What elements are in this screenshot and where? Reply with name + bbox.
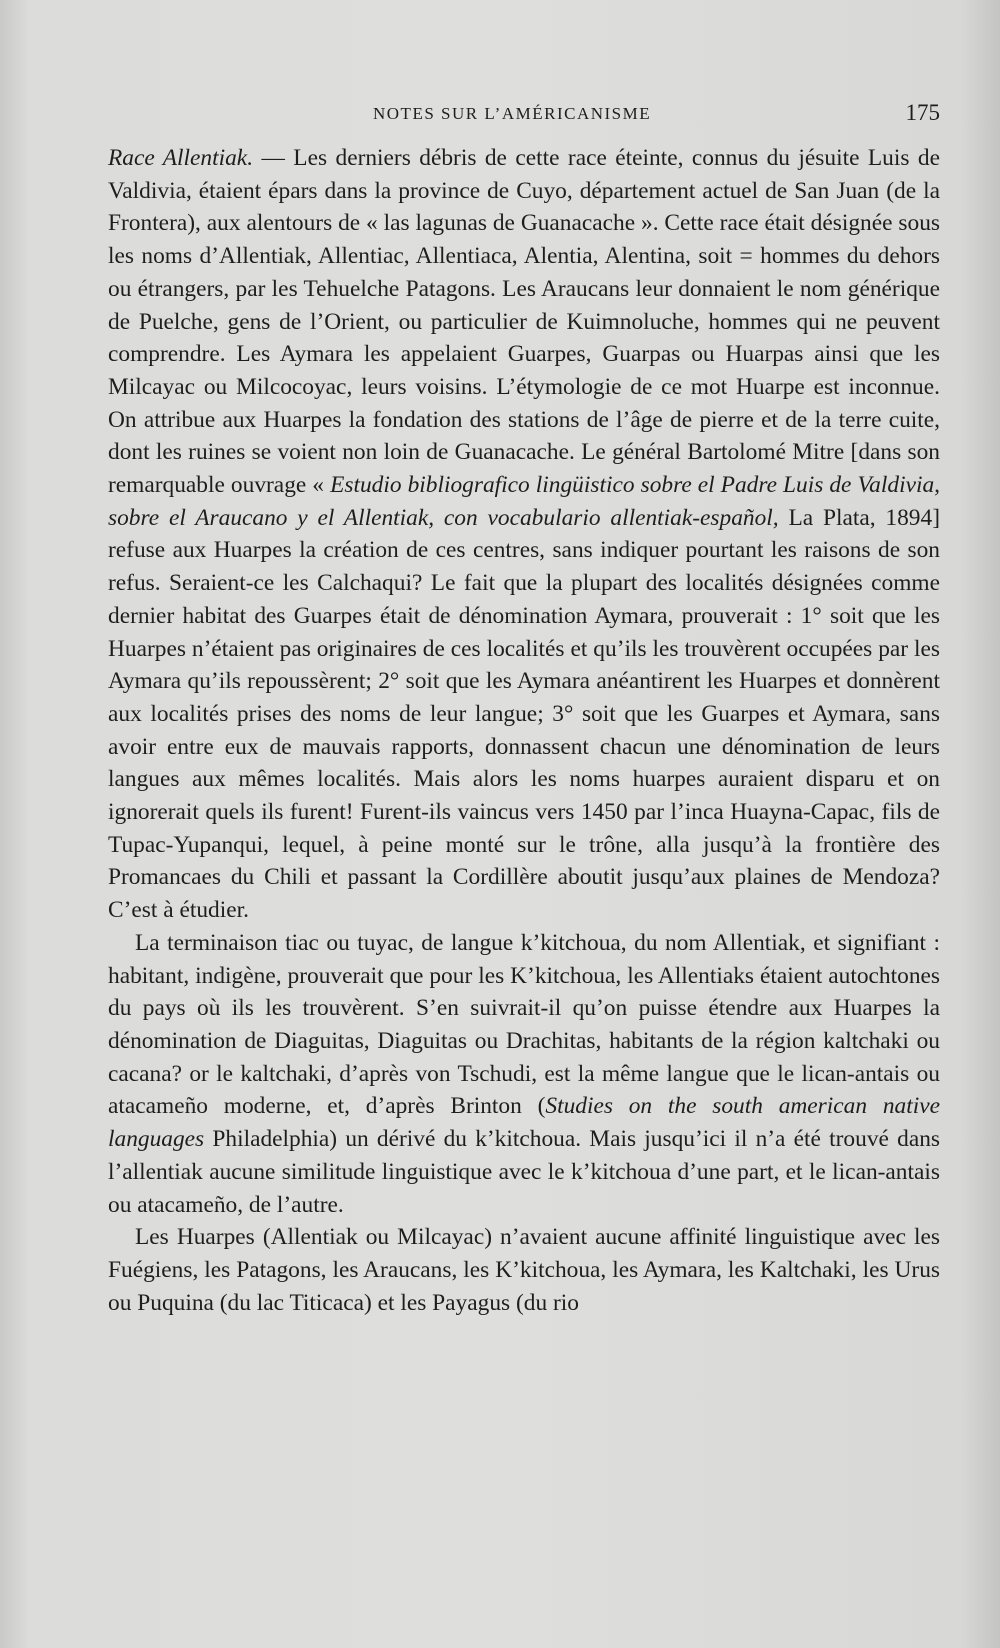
text-run: La Plata, 1894] refuse aux Huarpes la création de ces centres, sans indiquer pourtant les raisons de son refus. Seraient-ce les Calchaqui? Le fait que la plupart des localités désignées comme dernier habitat des Guarpes était de dénomination Aymara, prouverait : 1° soit que les Huarpes n’étaient pas originaires de ces localités et qu’ils les trouvèrent occupées par les Aymara qu’ils repoussèrent; 2° soit que les Aymara anéantirent les Huarpes et donnèrent aux localités prises des noms de leur langue; 3° soit que les Guarpes et Aymara, sans avoir entre eux de mauvais rapports, donnassent chacun une dénomination de leurs langues aux mêmes localités. Mais alors les noms huarpes auraient disparu et on ignorerait quels ils furent! Furent-ils vaincus vers 1450 par l’inca Huayna-Capac, fils de Tupac-Yupanqui, lequel, à peine monté sur le trône, alla jusqu’à la frontière des Promancaes du Chili et passant la Cordillère aboutit jusqu’aux plaines de Mendoza? C’est à étudier. xyxy=(108,504,940,924)
section-heading: Race Allentiak. xyxy=(108,145,254,171)
text-run: La terminaison tiac ou tuyac, de langue k’kitchoua, du nom Allentiak, et signifiant : habitant, indigène, prouverait que pour les K’kitchoua, les Allentiaks étaient autochtones du pays où ils les trouvèrent. S’en suivrait-il qu’on puisse étendre aux Huarpes la dénomination de Diaguitas, Diaguitas ou Drachitas, habitants de la région kaltchaki ou cacana? or le kaltchaki, d’après von Tschudi, est la même langue que le lican-antais ou atacameño moderne, et, d’après Brinton ( xyxy=(108,929,940,1120)
page-number: 175 xyxy=(905,100,940,125)
paragraph-terminaison xyxy=(108,927,940,1221)
text-run: Philadelphia) un dérivé du k’kitchoua. Mais jusqu’ici il n’a été trouvé dans l’allentiak aucune similitude linguistique avec le k’kitchoua d’une part, et le lican-antais ou atacameño, de l’autre. xyxy=(108,1126,940,1218)
text-run: — Les derniers débris de cette race éteinte, connus du jésuite Luis de Valdivia, étaient épars dans la province de Cuyo, département actuel de San Juan (de la Frontera), aux alentours de « las lagunas de Guanacache ». Cette race était désignée sous les noms d’Allentiak, Allentiac, Allentiaca, Alentia, Alentina, soit = hommes du dehors ou étrangers, par les Tehuelche Patagons. Les Araucans leur donnaient le nom générique de Puelche, gens de l’Orient, ou particulier de Kuimnoluche, hommes qui ne peuvent comprendre. Les Aymara les appelaient Guarpes, Guarpas ou Huarpas ainsi que les Milcayac ou Milcocoyac, leurs voisins. L’étymologie de ce mot Huarpe est inconnue. On attribue aux Huarpes la fondation des stations de l’âge de pierre et de la terre cuite, dont les ruines se voient non loin de Guanacache. Le général Bartolomé Mitre [dans son remarquable ouvrage « xyxy=(108,145,940,499)
book-title: Estudio bibliografico lingüistico sobre el Padre Luis de Valdivia, sobre el Araucano y el Allentiak, con vocabulario allentiak-español, xyxy=(108,472,940,531)
body-text xyxy=(108,142,940,1319)
text-run: Les Huarpes (Allentiak ou Milcayac) n’avaient aucune affinité linguistique avec les Fuégiens, les Patagons, les Araucans, les K’kitchoua, les Aymara, les Kaltchaki, les Urus ou Puquina (du lac Titicaca) et les Payagus (du rio xyxy=(108,1224,940,1316)
book-title: Studies on the south american native languages xyxy=(108,1093,940,1153)
paragraph-huarpes xyxy=(108,1221,940,1319)
paragraph-race-allentiak xyxy=(108,142,940,927)
page-header xyxy=(108,100,940,130)
running-title: NOTES SUR L’AMÉRICANISME xyxy=(373,104,652,123)
